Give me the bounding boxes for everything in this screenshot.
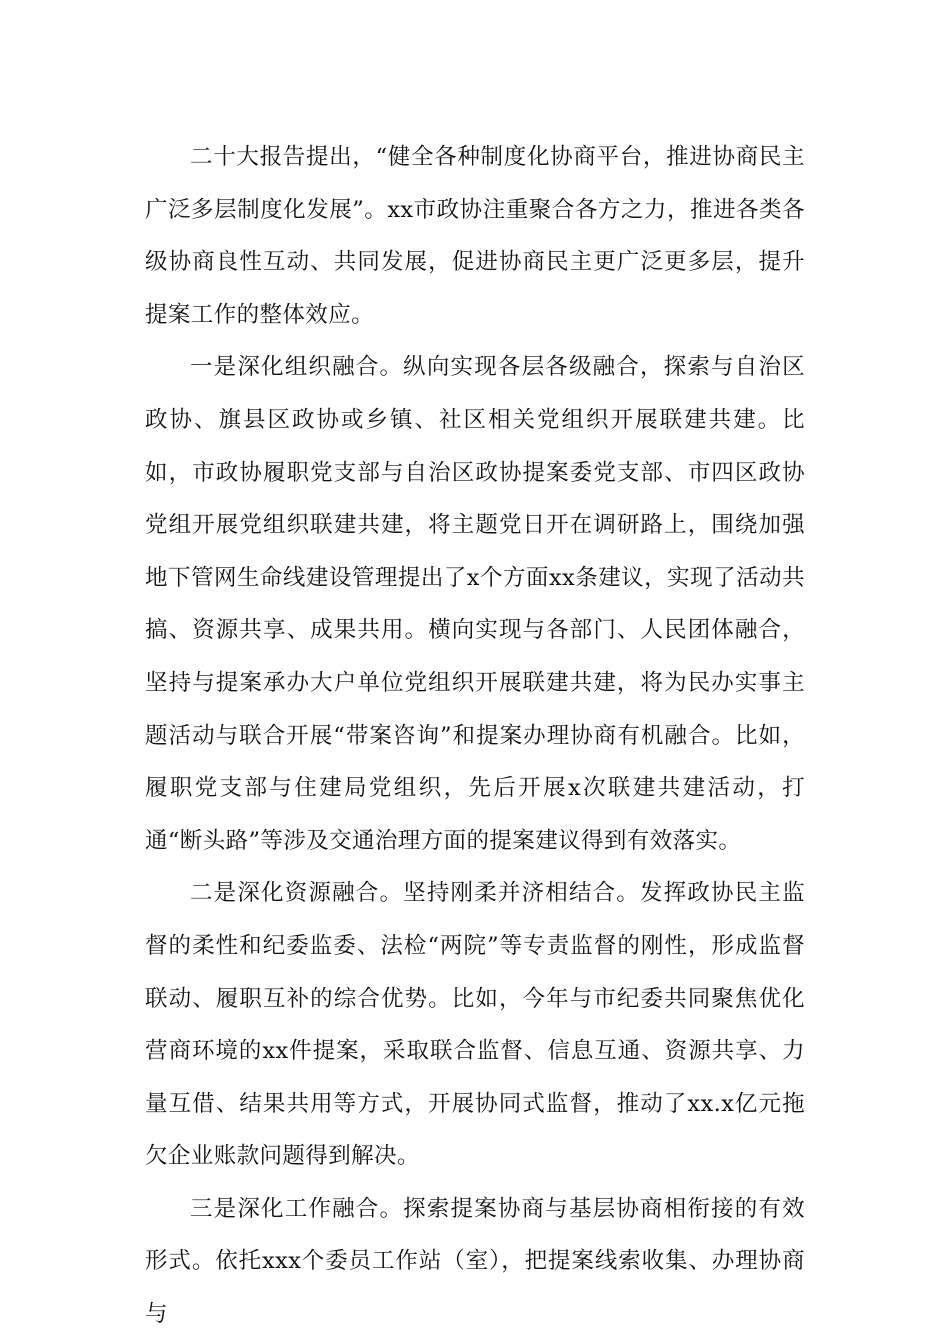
paragraph-intro: 二十大报告提出，“健全各种制度化协商平台，推进协商民主广泛多层制度化发展”。xx市政协注重聚合各方之力，推进各类各级协商良性互动、共同发展，促进协商民主更广泛更多层，提升提案工作的整体效应。 xyxy=(145,144,805,328)
paragraph-work-integration: 三是深化工作融合。探索提案协商与基层协商相衔接的有效形式。依托xxx个委员工作站（室），把提案线索收集、办理协商与 xyxy=(145,1195,805,1328)
paragraph-organization-integration: 一是深化组织融合。纵向实现各层各级融合，探索与自治区政协、旗县区政协或乡镇、社区相关党组织开展联建共建。比如，市政协履职党支部与自治区政协提案委党支部、市四区政协党组开展党组织联建共建，将主题党日开在调研路上，围绕加强地下管网生命线建设管理提出了x个方面xx条建议，实现了活动共搞、资源共享、成果共用。横向实现与各部门、人民团体融合，坚持与提案承办大户单位党组织开展联建共建，将为民办实事主题活动与联合开展“带案咨询”和提案办理协商有机融合。比如，履职党支部与住建局党组织，先后开展x次联建共建活动，打通“断头路”等涉及交通治理方面的提案建议得到有效落实。 xyxy=(145,354,805,854)
paragraph-resource-integration: 二是深化资源融合。坚持刚柔并济相结合。发挥政协民主监督的柔性和纪委监委、法检“两院”等专责监督的刚性，形成监督联动、履职互补的综合优势。比如，今年与市纪委共同聚焦优化营商环境的xx件提案，采取联合监督、信息互通、资源共享、力量互借、结果共用等方式，开展协同式监督，推动了xx.x亿元拖欠企业账款问题得到解决。 xyxy=(145,880,805,1170)
document-body xyxy=(145,131,805,1341)
